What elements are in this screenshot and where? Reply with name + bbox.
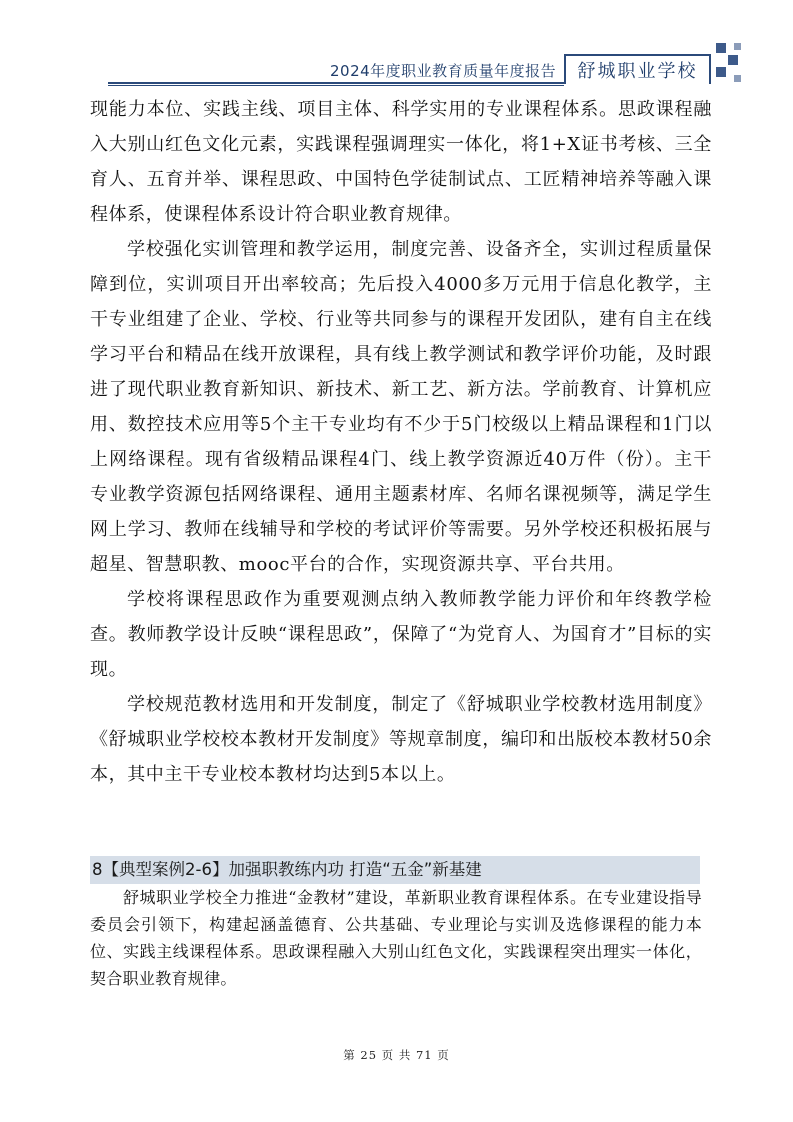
case-study-body <box>90 884 702 992</box>
paragraph-textbook-system: 学校规范教材选用和开发制度，制定了《舒城职业学校教材选用制度》《舒城职业学校校本教材开发制度》等规章制度，编印和出版校本教材50余本，其中主干专业校本教材均达到5本以上。 <box>90 694 712 785</box>
report-title: 2024年度职业教育质量年度报告 <box>330 62 557 80</box>
school-name-badge: 舒城职业学校 <box>564 54 711 84</box>
page-header <box>0 0 793 90</box>
main-body <box>90 92 712 792</box>
paragraph-curriculum-system: 现能力本位、实践主线、项目主体、科学实用的专业课程体系。思政课程融入大别山红色文化元素，实践课程强调理实一体化，将1+X证书考核、三全育人、五育并举、课程思政、中国特色学徒制试点、工匠精神培养等融入课程体系，使课程体系设计符合职业教育规律。 <box>90 99 712 225</box>
paragraph-ideological-courses: 学校将课程思政作为重要观测点纳入教师教学能力评价和年终教学检查。教师教学设计反映“课程思政”，保障了“为党育人、为国育才”目标的实现。 <box>90 589 712 680</box>
header-rule <box>108 82 564 84</box>
case-study-title: 8【典型案例2-6】加强职教练内功 打造“五金”新基建 <box>90 856 700 884</box>
page-number: 第 25 页 共 71 页 <box>343 1048 450 1062</box>
case-study-text: 舒城职业学校全力推进“金教材”建设，革新职业教育课程体系。在专业建设指导委员会引领下，构建起涵盖德育、公共基础、专业理论与实训及选修课程的能力本位、实践主线课程体系。思政课程融入大别山红色文化，实践课程突出理实一体化，契合职业教育规律。 <box>90 888 702 988</box>
header-rule-thin <box>108 85 564 86</box>
paragraph-training-management: 学校强化实训管理和教学运用，制度完善、设备齐全，实训过程质量保障到位，实训项目开出率较高；先后投入4000多万元用于信息化教学，主干专业组建了企业、学校、行业等共同参与的课程开发团队，建有自主在线学习平台和精品在线开放课程，具有线上教学测试和教学评价功能，及时跟进了现代职业教育新知识、新技术、新工艺、新方法。学前教育、计算机应用、数控技术应用等5个主干专业均有不少于5门校级以上精品课程和1门以上网络课程。现有省级精品课程4门、线上教学资源近40万件（份）。主干专业教学资源包括网络课程、通用主题素材库、名师名课视频等，满足学生网上学习、教师在线辅导和学校的考试评价等需要。另外学校还积极拓展与超星、智慧职教、mooc平台的合作，实现资源共享、平台共用。 <box>90 239 712 575</box>
